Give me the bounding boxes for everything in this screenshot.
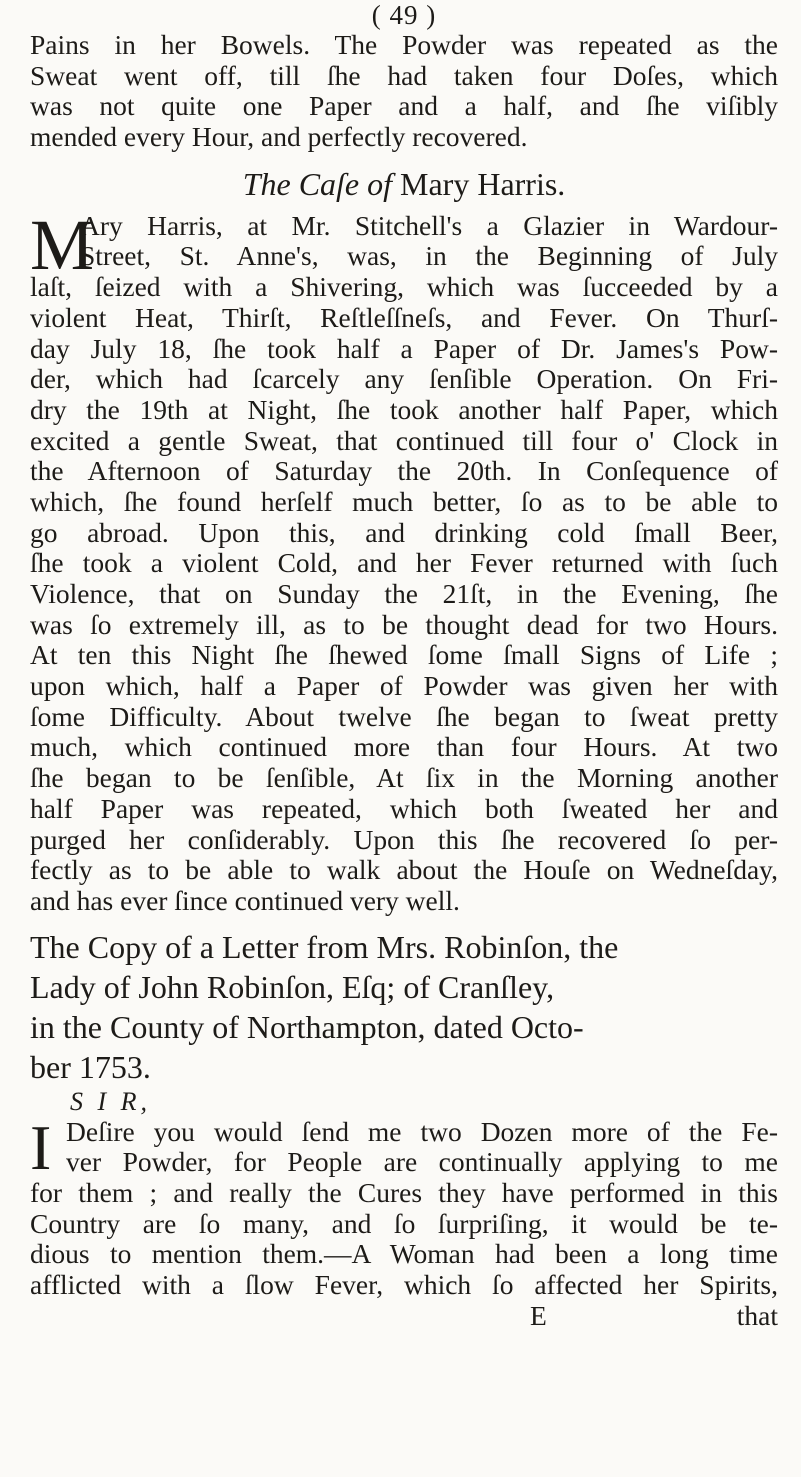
letter-heading-line: ber 1753. xyxy=(30,1048,151,1085)
text-line: ſhe took a violent Cold, and her Fever returned with ſuch xyxy=(30,547,778,579)
case-heading-name: Mary Harris. xyxy=(400,165,566,202)
case-paragraph xyxy=(30,204,778,917)
drop-cap: M xyxy=(30,204,95,285)
text-line: ſhe began to be ſenſible, At ſix in the Morning another xyxy=(30,762,778,794)
text-line: ſome Difficulty. About twelve ſhe began to ſweat pretty xyxy=(30,700,778,732)
page-footer xyxy=(30,1301,778,1332)
text-line: Pains in her Bowels. The Powder was repeated as the xyxy=(30,29,778,60)
text-line: Street, St. Anne's, was, in the Beginning of July xyxy=(80,240,778,272)
letter-heading xyxy=(30,927,778,1087)
text-line: Violence, that on Sunday the 21ſt, in the Evening, ſhe xyxy=(30,578,778,609)
text-line: was ſo extremely ill, as to be thought dead for two Hours. xyxy=(30,608,778,640)
letter-paragraph xyxy=(30,1111,778,1301)
text-line: fectly as to be able to walk about the Houſe on Wedneſday, xyxy=(30,854,778,886)
text-line: Ary Harris, at Mr. Stitchell's a Glazier in Wardour- xyxy=(80,209,778,241)
signature-mark: E xyxy=(530,1299,547,1331)
text-line: mended every Hour, and perfectly recovered. xyxy=(30,121,528,153)
letter-heading-line: Lady of John Robinſon, Eſq; of Cranſley, xyxy=(30,968,555,1005)
catchword: that xyxy=(736,1299,778,1331)
page-number: ( 49 ) xyxy=(371,0,437,30)
case-heading-italic: The Caſe of xyxy=(242,165,393,202)
text-line: the Afternoon of Saturday the 20th. In Conſequence of xyxy=(30,455,778,487)
salutation: S I R, xyxy=(70,1086,152,1116)
text-line: was not quite one Paper and a half, and ſhe viſibly xyxy=(30,90,778,122)
text-line: go abroad. Upon this, and drinking cold ſmall Beer, xyxy=(30,516,778,548)
text-line: day July 18, ſhe took half a Paper of Dr. James's Pow- xyxy=(30,332,778,364)
text-line: Country are ſo many, and ſo ſurpriſing, it would be te- xyxy=(30,1207,778,1239)
book-page xyxy=(30,0,778,1477)
text-line: much, which continued more than four Hours. At two xyxy=(30,731,778,763)
text-line: excited a gentle Sweat, that continued till four o' Clock in xyxy=(30,424,778,456)
text-line: Sweat went off, till ſhe had taken four Doſes, which xyxy=(30,59,778,91)
text-line: der, which had ſcarcely any ſenſible Operation. On Fri- xyxy=(30,363,778,395)
text-line: which, ſhe found herſelf much better, ſo as to be able to xyxy=(30,485,778,517)
text-line: purged her conſiderably. Upon this ſhe recovered ſo per- xyxy=(30,823,778,855)
text-line: dious to mention them.—A Woman had been a long time xyxy=(30,1238,778,1270)
text-line: upon which, half a Paper of Powder was given her with xyxy=(30,670,778,702)
text-line: afflicted with a ſlow Fever, which ſo affected her Spirits, xyxy=(30,1269,778,1300)
case-heading xyxy=(30,161,778,207)
letter-heading-line: The Copy of a Letter from Mrs. Robinſon, the xyxy=(30,928,619,965)
text-line: Deſire you would ſend me two Dozen more of the Fe- xyxy=(66,1115,778,1147)
letter-heading-line: in the County of Northampton, dated Octo- xyxy=(30,1008,584,1045)
text-line: violent Heat, Thirſt, Reſtleſſneſs, and Fever. On Thurſ- xyxy=(30,301,778,333)
text-line: for them ; and really the Cures they have performed in this xyxy=(30,1176,778,1208)
text-line: dry the 19th at Night, ſhe took another half Paper, which xyxy=(30,393,778,425)
intro-paragraph xyxy=(30,30,778,153)
text-line: ver Powder, for People are continually applying to me xyxy=(66,1146,778,1178)
text-line: and has ever ſince continued very well. xyxy=(30,884,460,916)
text-line: At ten this Night ſhe ſhewed ſome ſmall Signs of Life ; xyxy=(30,639,778,671)
text-line: half Paper was repeated, which both ſweated her and xyxy=(30,792,778,824)
text-line: laſt, ſeized with a Shivering, which was ſucceeded by a xyxy=(30,271,778,303)
drop-cap: I xyxy=(30,1111,52,1183)
